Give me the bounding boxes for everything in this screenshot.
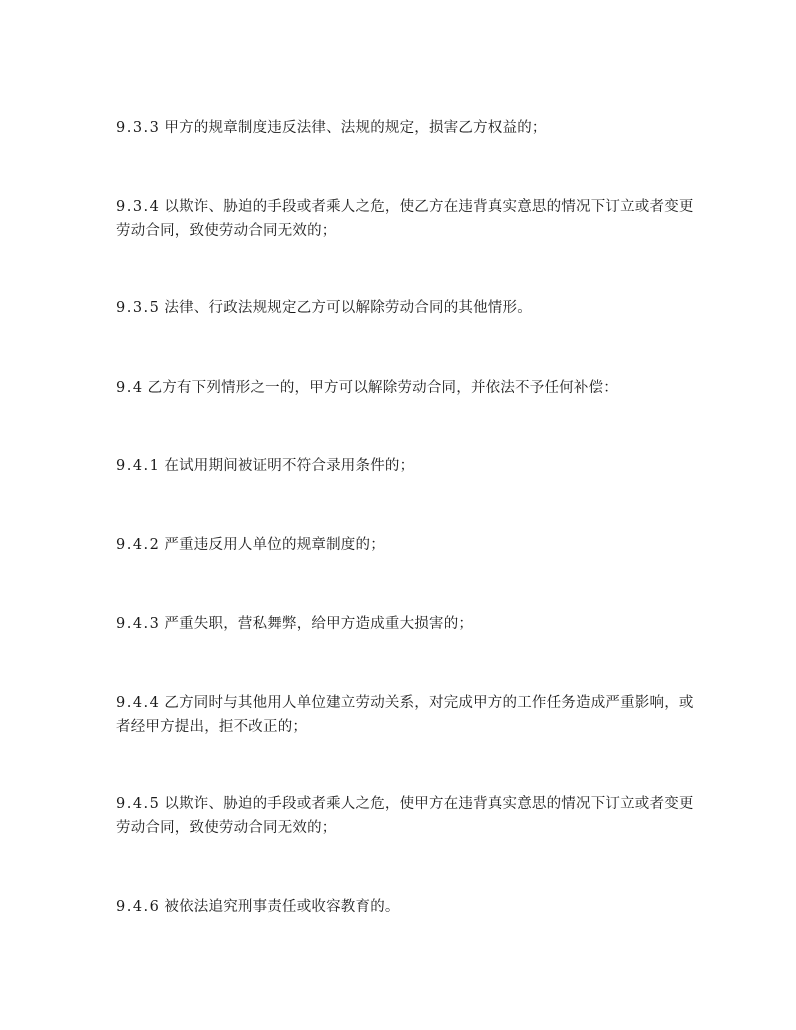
- clause-9-3-3: [116, 116, 696, 140]
- clause-9-4-1: [116, 454, 696, 478]
- clause-number: 9.4.4: [116, 695, 161, 711]
- clause-9-3-4: [116, 195, 696, 243]
- clause-number: 9.4.1: [116, 458, 161, 474]
- clause-text: 乙方有下列情形之一的，甲方可以解除劳动合同，并依法不予任何补偿：: [147, 380, 618, 396]
- clause-text: 法律、行政法规规定乙方可以解除劳动合同的其他情形。: [164, 300, 532, 316]
- clause-number: 9.4.2: [116, 537, 161, 553]
- clause-number: 9.3.3: [116, 120, 161, 136]
- clause-number: 9.3.5: [116, 300, 161, 316]
- clause-9-4-4: [116, 691, 696, 739]
- clause-9-4: [116, 376, 696, 400]
- clause-text: 乙方同时与其他用人单位建立劳动关系，对完成甲方的工作任务造成严重影响，或者经甲方提出，拒不改正的；: [116, 695, 694, 735]
- clause-number: 9.4.3: [116, 616, 161, 632]
- clause-text: 严重违反用人单位的规章制度的；: [164, 537, 385, 553]
- clause-number: 9.4.6: [116, 899, 161, 915]
- clause-number: 9.4: [116, 380, 144, 396]
- clause-text: 严重失职，营私舞弊，给甲方造成重大损害的；: [164, 616, 474, 632]
- clause-text: 以欺诈、胁迫的手段或者乘人之危，使甲方在违背真实意思的情况下订立或者变更劳动合同，致使劳动合同无效的；: [116, 796, 694, 836]
- clause-number: 9.3.4: [116, 199, 161, 215]
- clause-9-3-5: [116, 296, 696, 320]
- clause-9-4-6: [116, 895, 696, 919]
- clause-text: 在试用期间被证明不符合录用条件的；: [164, 458, 415, 474]
- clause-9-4-2: [116, 533, 696, 557]
- clause-text: 被依法追究刑事责任或收容教育的。: [164, 899, 400, 915]
- clause-text: 以欺诈、胁迫的手段或者乘人之危，使乙方在违背真实意思的情况下订立或者变更劳动合同，致使劳动合同无效的；: [116, 199, 694, 239]
- clause-number: 9.4.5: [116, 796, 161, 812]
- clause-9-4-5: [116, 792, 696, 840]
- clause-9-4-3: [116, 612, 696, 636]
- clause-text: 甲方的规章制度违反法律、法规的规定，损害乙方权益的；: [164, 120, 547, 136]
